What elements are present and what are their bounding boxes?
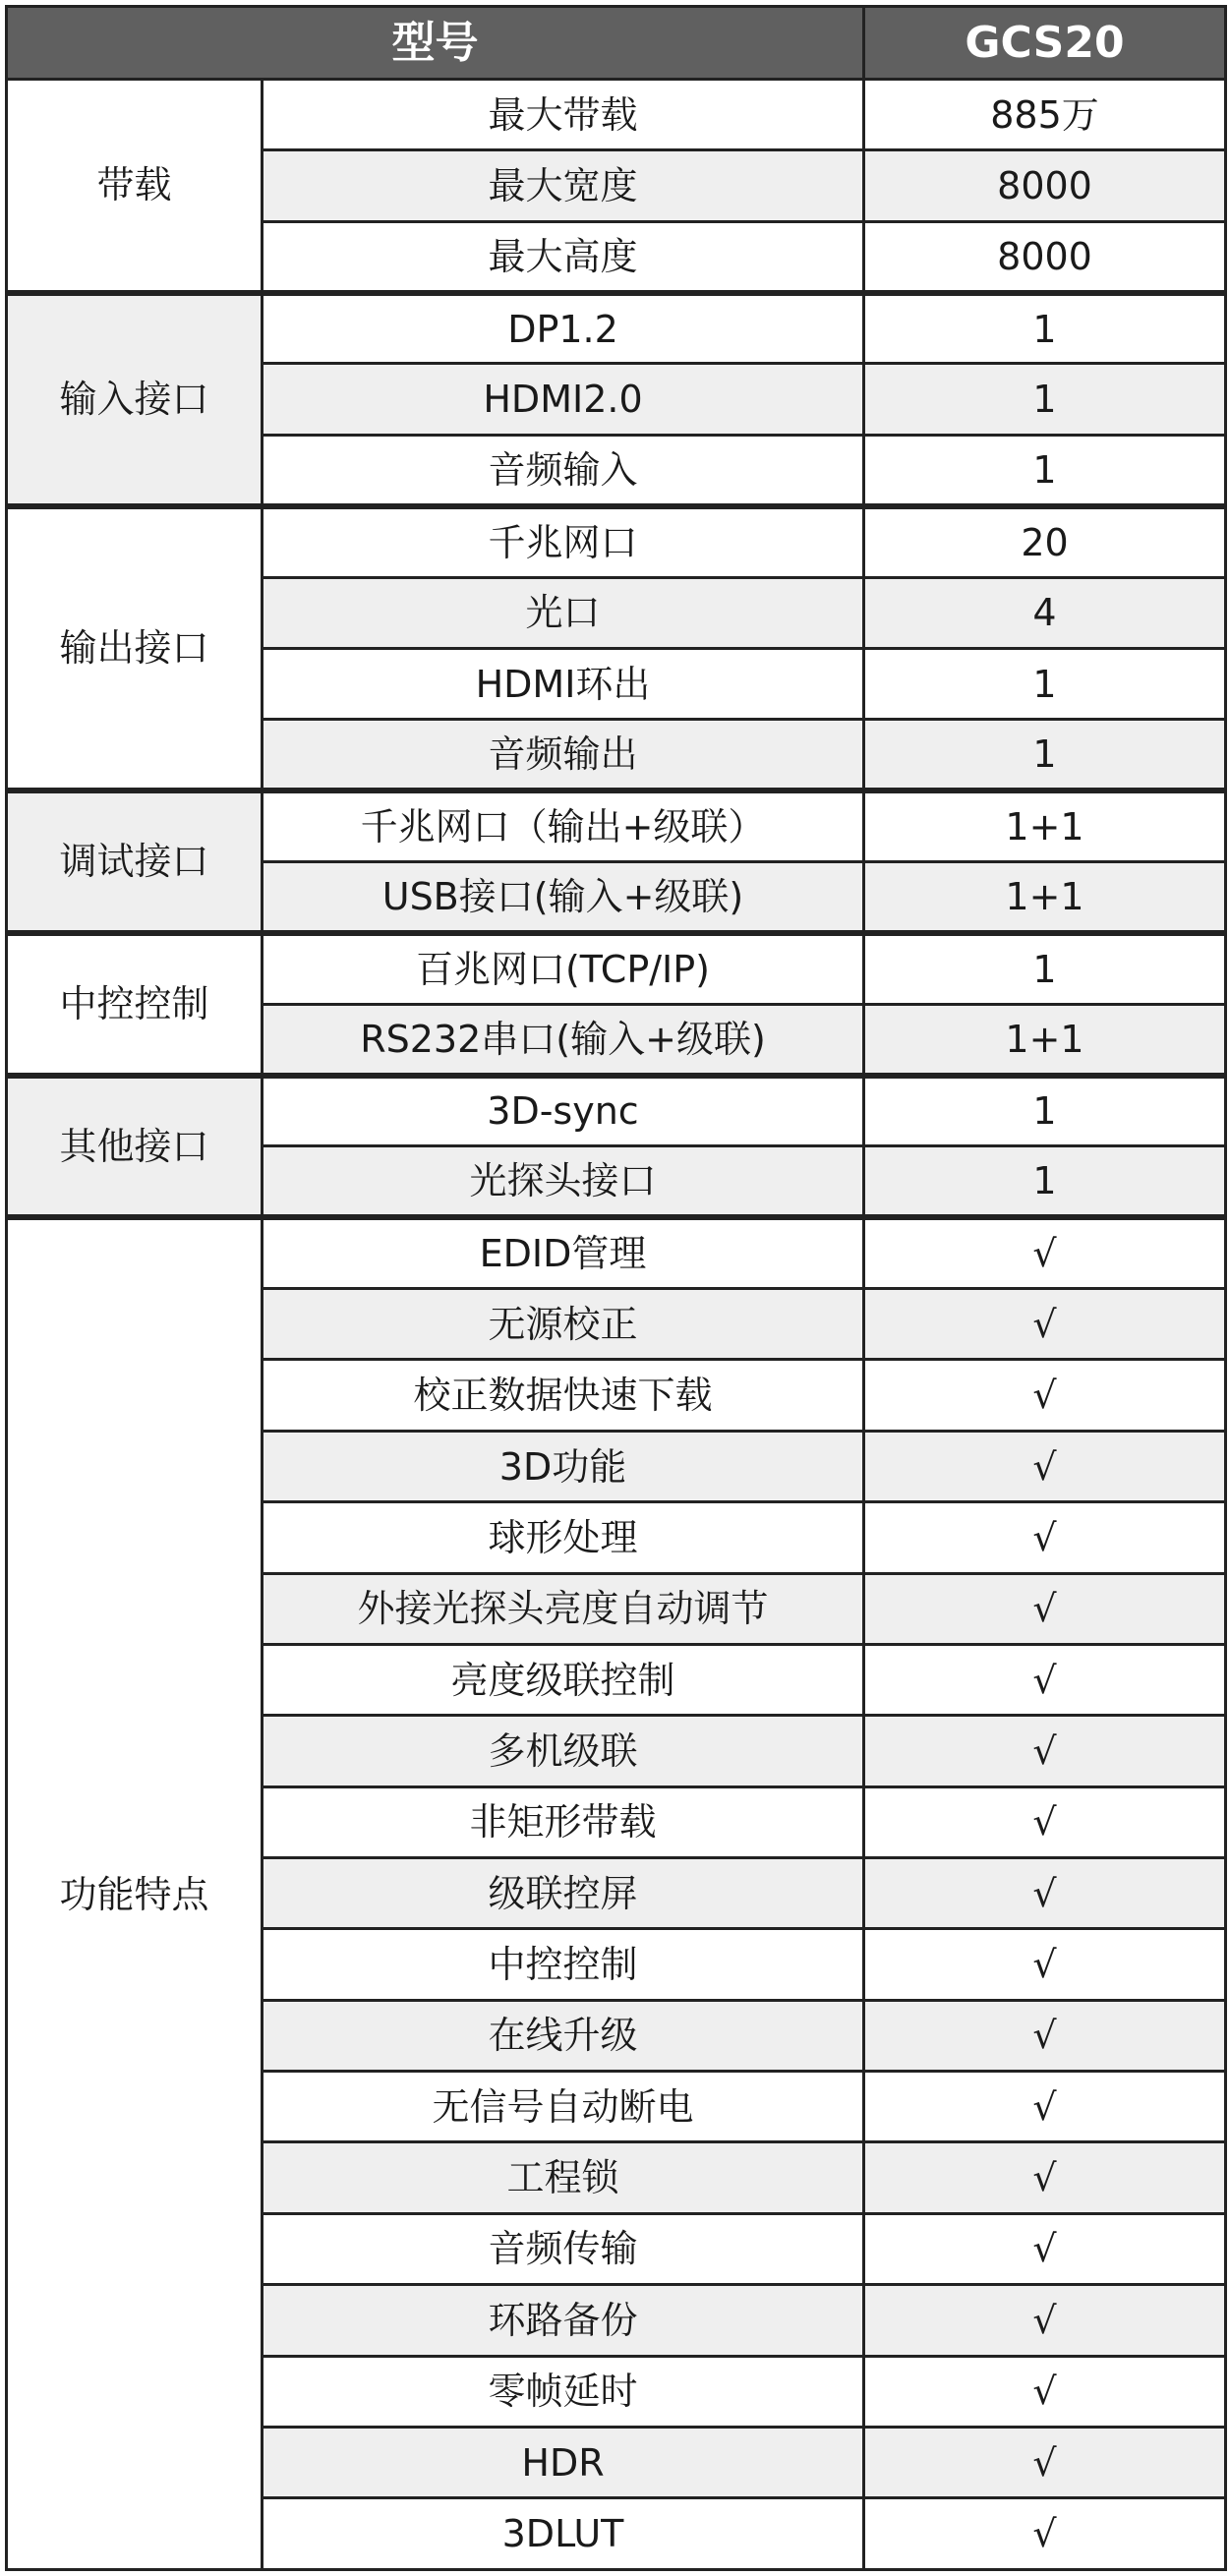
table-row: [7, 933, 1226, 1004]
item-cell: 音频传输: [263, 2213, 864, 2284]
item-cell: 校正数据快速下载: [263, 1360, 864, 1431]
value-cell: 1: [864, 720, 1226, 790]
item-cell: HDMI2.0: [263, 364, 864, 435]
value-cell: 1+1: [864, 861, 1226, 932]
item-cell: 工程锁: [263, 2142, 864, 2213]
category-cell: 调试接口: [7, 790, 263, 933]
model-value: GCS20: [864, 7, 1226, 80]
item-cell: 千兆网口: [263, 506, 864, 577]
table-row: [7, 790, 1226, 861]
check-mark-icon: √: [864, 2285, 1226, 2356]
check-mark-icon: √: [864, 2498, 1226, 2570]
item-cell: 环路备份: [263, 2285, 864, 2356]
value-cell: 1: [864, 293, 1226, 364]
check-mark-icon: √: [864, 1502, 1226, 1573]
item-cell: 音频输出: [263, 720, 864, 790]
item-cell: 光口: [263, 577, 864, 648]
category-cell: 输入接口: [7, 293, 263, 506]
item-cell: 最大宽度: [263, 150, 864, 221]
item-cell: 光探头接口: [263, 1146, 864, 1217]
category-cell: 输出接口: [7, 506, 263, 790]
check-mark-icon: √: [864, 1716, 1226, 1786]
item-cell: 外接光探头亮度自动调节: [263, 1573, 864, 1644]
check-mark-icon: √: [864, 1217, 1226, 1288]
value-cell: 1: [864, 933, 1226, 1004]
table-row: [7, 80, 1226, 150]
category-cell: 中控控制: [7, 933, 263, 1076]
spec-table: [5, 5, 1227, 2571]
item-cell: 中控控制: [263, 1929, 864, 2000]
table-row: [7, 1217, 1226, 1288]
value-cell: 1: [864, 435, 1226, 505]
value-cell: 1: [864, 1076, 1226, 1146]
check-mark-icon: √: [864, 1431, 1226, 1501]
item-cell: 非矩形带载: [263, 1786, 864, 1857]
header-row: [7, 7, 1226, 80]
spec-body: [7, 80, 1226, 2570]
check-mark-icon: √: [864, 2213, 1226, 2284]
value-cell: 20: [864, 506, 1226, 577]
item-cell: 3D-sync: [263, 1076, 864, 1146]
item-cell: 3DLUT: [263, 2498, 864, 2570]
check-mark-icon: √: [864, 2356, 1226, 2427]
item-cell: 亮度级联控制: [263, 1644, 864, 1715]
check-mark-icon: √: [864, 2072, 1226, 2142]
value-cell: 1+1: [864, 790, 1226, 861]
value-cell: 1: [864, 364, 1226, 435]
category-cell: 功能特点: [7, 1217, 263, 2569]
value-cell: 4: [864, 577, 1226, 648]
value-cell: 1: [864, 648, 1226, 719]
item-cell: 最大带载: [263, 80, 864, 150]
item-cell: USB接口(输入+级联): [263, 861, 864, 932]
item-cell: 在线升级: [263, 2000, 864, 2071]
category-cell: 其他接口: [7, 1076, 263, 1218]
value-cell: 1: [864, 1146, 1226, 1217]
table-row: [7, 1076, 1226, 1146]
item-cell: 级联控屏: [263, 1857, 864, 1928]
check-mark-icon: √: [864, 2142, 1226, 2213]
value-cell: 8000: [864, 221, 1226, 292]
check-mark-icon: √: [864, 2000, 1226, 2071]
item-cell: 无源校正: [263, 1289, 864, 1360]
item-cell: RS232串口(输入+级联): [263, 1004, 864, 1075]
item-cell: 百兆网口(TCP/IP): [263, 933, 864, 1004]
check-mark-icon: √: [864, 1786, 1226, 1857]
check-mark-icon: √: [864, 1289, 1226, 1360]
check-mark-icon: √: [864, 1929, 1226, 2000]
value-cell: 885万: [864, 80, 1226, 150]
model-label: 型号: [7, 7, 864, 80]
item-cell: HDR: [263, 2427, 864, 2497]
item-cell: 多机级联: [263, 1716, 864, 1786]
item-cell: 音频输入: [263, 435, 864, 505]
item-cell: 球形处理: [263, 1502, 864, 1573]
check-mark-icon: √: [864, 1360, 1226, 1431]
item-cell: 无信号自动断电: [263, 2072, 864, 2142]
value-cell: 8000: [864, 150, 1226, 221]
item-cell: 千兆网口（输出+级联）: [263, 790, 864, 861]
check-mark-icon: √: [864, 1644, 1226, 1715]
item-cell: DP1.2: [263, 293, 864, 364]
category-cell: 带载: [7, 80, 263, 293]
check-mark-icon: √: [864, 1857, 1226, 1928]
item-cell: HDMI环出: [263, 648, 864, 719]
item-cell: EDID管理: [263, 1217, 864, 1288]
item-cell: 零帧延时: [263, 2356, 864, 2427]
table-row: [7, 293, 1226, 364]
check-mark-icon: √: [864, 1573, 1226, 1644]
table-row: [7, 506, 1226, 577]
value-cell: 1+1: [864, 1004, 1226, 1075]
check-mark-icon: √: [864, 2427, 1226, 2497]
item-cell: 3D功能: [263, 1431, 864, 1501]
item-cell: 最大高度: [263, 221, 864, 292]
